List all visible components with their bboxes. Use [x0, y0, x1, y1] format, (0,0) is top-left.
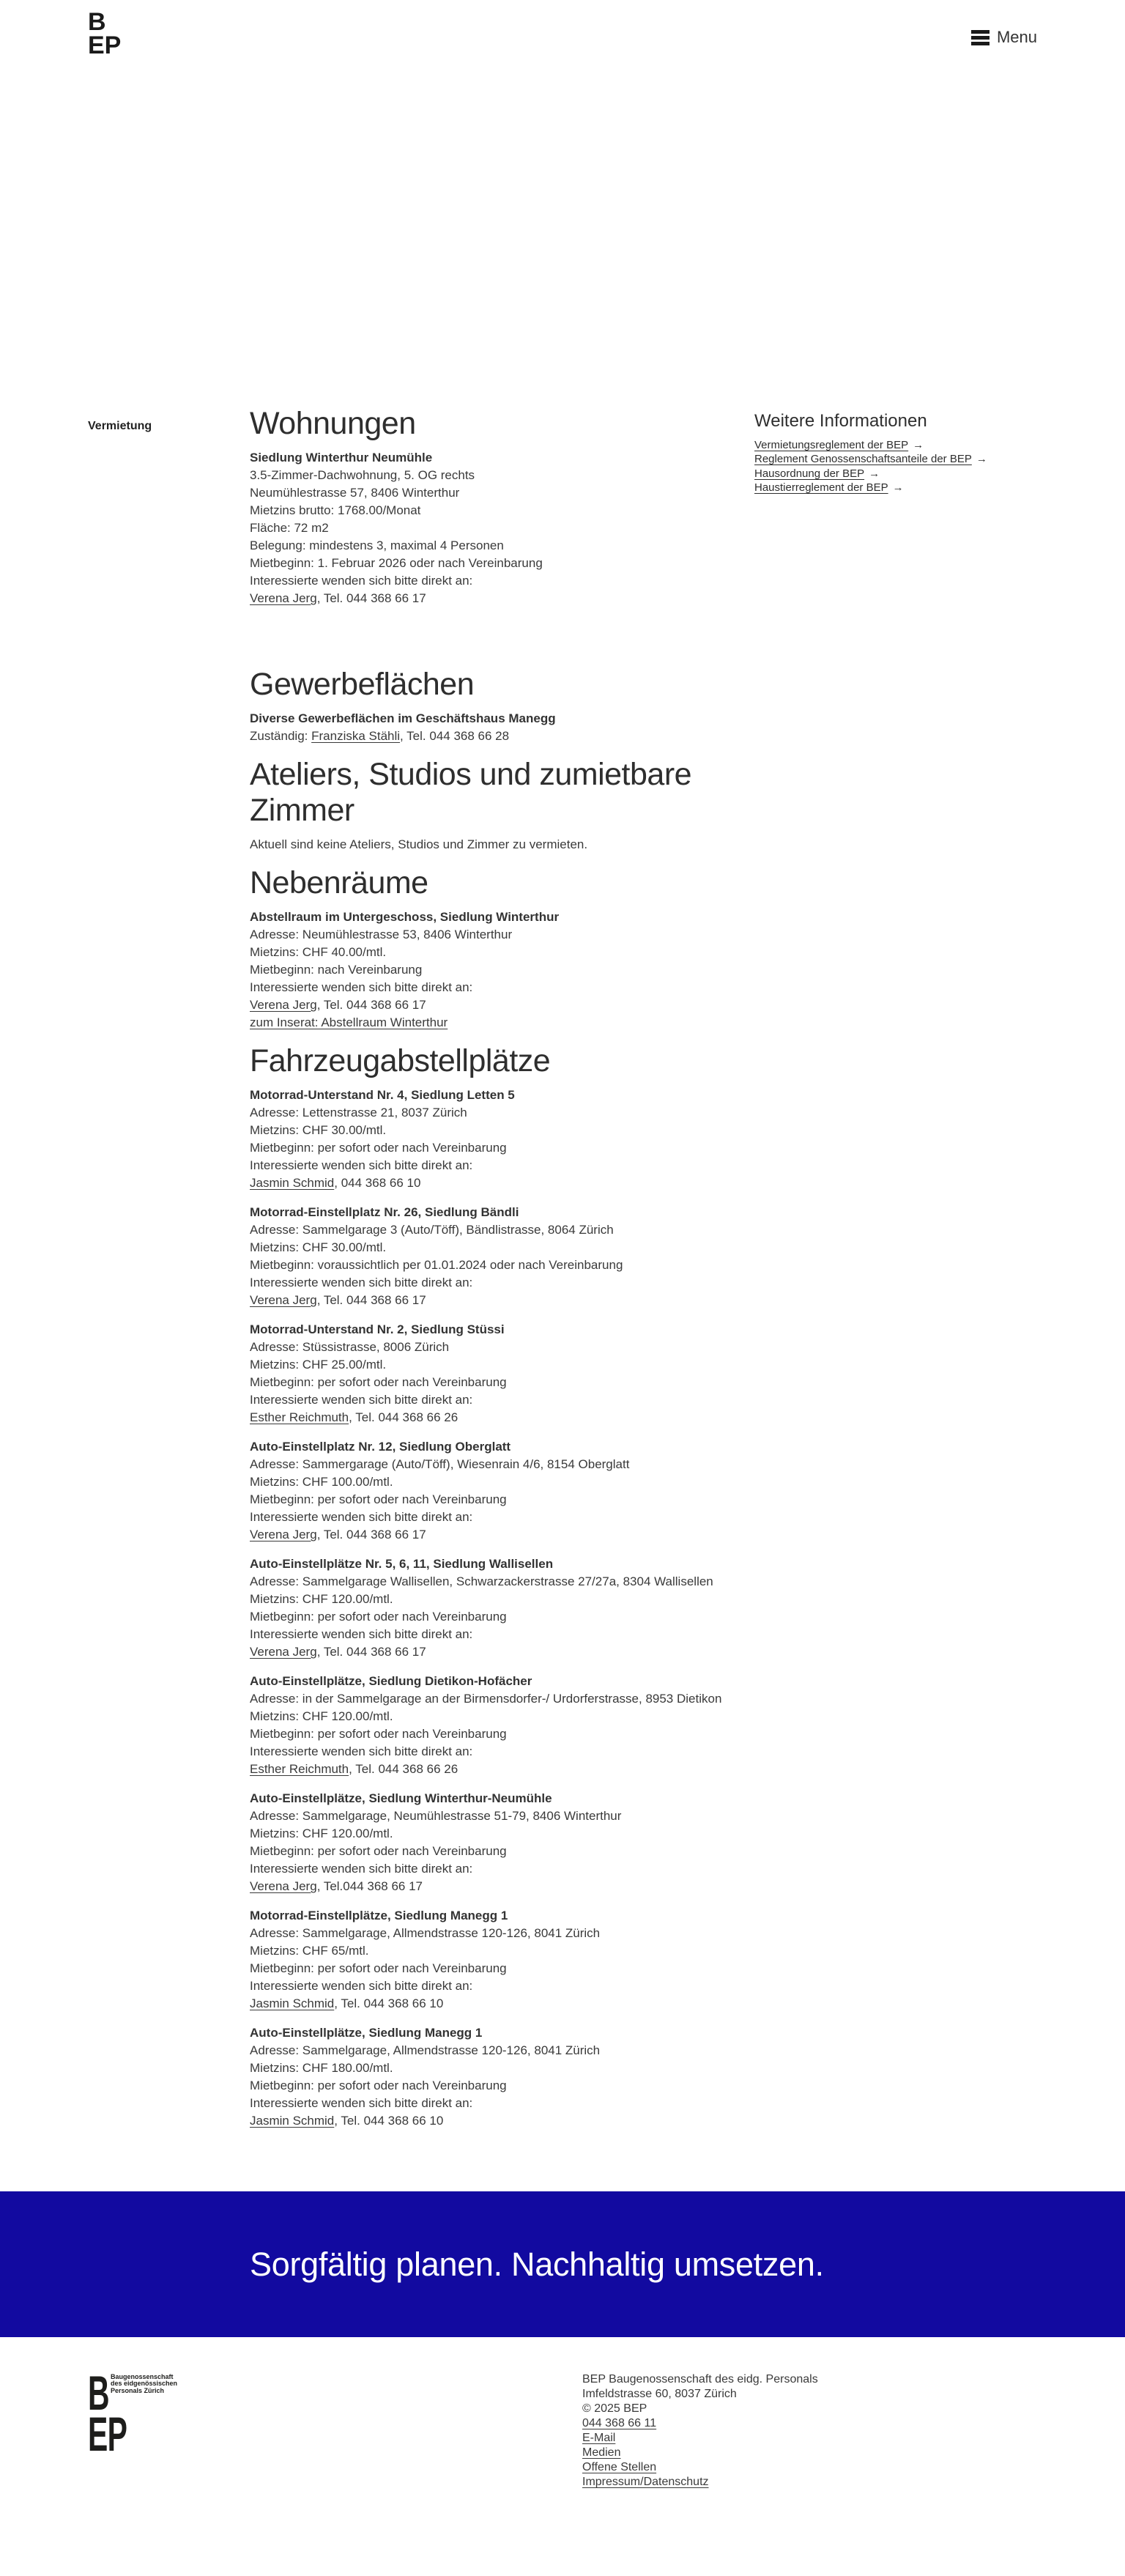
- contact-person-link[interactable]: Verena Jerg: [250, 998, 317, 1012]
- listing-line: Adresse: Stüssistrasse, 8006 Zürich: [250, 1340, 450, 1354]
- listing-contact-line: [250, 728, 740, 745]
- menu-label: Menu: [996, 28, 1037, 46]
- page-header: [0, 0, 1125, 63]
- listing-line: Mietbeginn: per sofort oder nach Vereinbarung: [250, 1844, 507, 1858]
- listing-line: Interessierte wenden sich bitte direkt an:: [250, 1393, 473, 1407]
- section-ateliers: [250, 757, 740, 854]
- contact-phone: , Tel. 044 368 66 17: [316, 591, 426, 605]
- listing-line: Mietzins: CHF 40.00/mtl.: [250, 945, 387, 959]
- ateliers-empty-note: Aktuell sind keine Ateliers, Studios und Zimmer zu vermieten.: [250, 837, 588, 851]
- contact-phone: , Tel. 044 368 66 17: [316, 1645, 426, 1659]
- claim-banner-text: Sorgfältig planen. Nachhaltig umsetzen.: [250, 2245, 824, 2283]
- listing-line: Adresse: Lettenstrasse 21, 8037 Zürich: [250, 1106, 467, 1119]
- contact-person-link[interactable]: Jasmin Schmid: [250, 2114, 335, 2128]
- contact-person-link[interactable]: Verena Jerg: [250, 1528, 317, 1541]
- bep-logo-line1: B: [88, 8, 106, 36]
- listing-line: Mietbeginn: voraussichtlich per 01.01.2024 oder nach Vereinbarung: [250, 1258, 623, 1272]
- listing-title: Auto-Einstellplätze, Siedlung Winterthur-Neumühle: [250, 1791, 552, 1805]
- listing-line: Mietbeginn: per sofort oder nach Vereinbarung: [250, 1961, 507, 1975]
- listing-line: Interessierte wenden sich bitte direkt an:: [250, 574, 473, 588]
- listing-line: Interessierte wenden sich bitte direkt an:: [250, 1276, 473, 1289]
- listing-line: Belegung: mindestens 3, maximal 4 Personen: [250, 538, 504, 552]
- footer-copyright: © 2025 BEP: [582, 2402, 647, 2415]
- listing: [250, 2024, 740, 2130]
- listing-line: Mietzins: CHF 120.00/mtl.: [250, 1826, 393, 1840]
- listing-line: Interessierte wenden sich bitte direkt an:: [250, 1510, 473, 1524]
- listing-contact-line: [250, 1761, 740, 1778]
- listing-contact-line: [250, 2112, 740, 2130]
- contact-phone: , Tel. 044 368 66 28: [400, 729, 510, 743]
- footer-impressum-link[interactable]: Impressum/Datenschutz: [582, 2476, 709, 2488]
- listing: [250, 1087, 740, 1192]
- listing-contact-line: [250, 1292, 740, 1309]
- nebenraeume-listings: [250, 908, 740, 1032]
- arrow-right-icon: →: [976, 453, 987, 466]
- footer-address: Imfeldstrasse 60, 8037 Zürich: [582, 2388, 737, 2400]
- listing-title: Motorrad-Unterstand Nr. 4, Siedlung Letten 5: [250, 1088, 515, 1102]
- listing-line: Interessierte wenden sich bitte direkt an:: [250, 980, 473, 994]
- arrow-right-icon: →: [913, 439, 924, 451]
- listing: [250, 1438, 740, 1544]
- listing-line: Mietzins brutto: 1768.00/Monat: [250, 503, 421, 517]
- contact-person-link[interactable]: Esther Reichmuth: [250, 1410, 349, 1424]
- listing-line: Adresse: Sammelgarage Wallisellen, Schwarzackerstrasse 27/27a, 8304 Wallisellen: [250, 1574, 713, 1588]
- listing-contact-line: [250, 1409, 740, 1426]
- listing-line: Mietzins: CHF 120.00/mtl.: [250, 1709, 393, 1723]
- contact-prefix: Zuständig:: [250, 729, 312, 743]
- claim-banner: [0, 2191, 1125, 2337]
- listing-contact-line: [250, 1995, 740, 2013]
- listing-title: Auto-Einstellplätze, Siedlung Manegg 1: [250, 2026, 483, 2040]
- listing-line: Adresse: Neumühlestrasse 53, 8406 Winterthur: [250, 928, 513, 941]
- footer-email-link[interactable]: E-Mail: [582, 2432, 616, 2444]
- contact-phone: , Tel. 044 368 66 10: [334, 2114, 444, 2128]
- listing-line: Mietzins: CHF 100.00/mtl.: [250, 1475, 393, 1489]
- fahrzeugabstellplaetze-listings: [250, 1087, 740, 2130]
- hamburger-icon: [971, 30, 990, 45]
- contact-person-link[interactable]: Verena Jerg: [250, 1645, 317, 1659]
- section-fahrzeugabstellplaetze: [250, 1043, 740, 2130]
- footer-phone-link[interactable]: 044 368 66 11: [582, 2417, 657, 2429]
- section-title-fahrzeugabstellplaetze: Fahrzeugabstellplätze: [250, 1043, 551, 1078]
- listing-line: Mietbeginn: 1. Februar 2026 oder nach Vereinbarung: [250, 556, 543, 570]
- bep-logo[interactable]: [88, 10, 121, 57]
- listing-line: Mietbeginn: nach Vereinbarung: [250, 963, 423, 977]
- info-link[interactable]: Reglement Genossenschaftsanteile der BEP: [754, 453, 972, 466]
- footer-logo-tagline: [111, 2374, 184, 2394]
- listing-title: Abstellraum im Untergeschoss, Siedlung Winterthur: [250, 910, 560, 924]
- listing-title: Auto-Einstellplatz Nr. 12, Siedlung Oberglatt: [250, 1440, 511, 1454]
- listing-line: Mietbeginn: per sofort oder nach Vereinbarung: [250, 1492, 507, 1506]
- listing-line: Mietbeginn: per sofort oder nach Vereinbarung: [250, 2079, 507, 2092]
- listing-line: Mietzins: CHF 30.00/mtl.: [250, 1240, 387, 1254]
- listing-line: Neumühlestrasse 57, 8406 Winterthur: [250, 486, 460, 500]
- page-label: Vermietung: [88, 420, 152, 432]
- listing-line: Adresse: Sammergarage (Auto/Töff), Wiesenrain 4/6, 8154 Oberglatt: [250, 1457, 630, 1471]
- contact-person-link[interactable]: Esther Reichmuth: [250, 1762, 349, 1776]
- listing-line: Mietzins: CHF 180.00/mtl.: [250, 2061, 393, 2075]
- footer-org-name: BEP Baugenossenschaft des eidg. Personals: [582, 2373, 818, 2386]
- contact-phone: , Tel. 044 368 66 17: [316, 1293, 426, 1307]
- menu-button[interactable]: [971, 28, 1037, 47]
- weitere-informationen-aside: [740, 406, 1037, 2142]
- gewerbeflaechen-listings: [250, 710, 740, 745]
- page-footer: [0, 2337, 1125, 2571]
- listing-line: Interessierte wenden sich bitte direkt an:: [250, 1627, 473, 1641]
- arrow-right-icon: →: [869, 467, 880, 480]
- listing-line: Interessierte wenden sich bitte direkt an:: [250, 1862, 473, 1876]
- listing-contact-line: [250, 590, 740, 607]
- bep-logo-line2: EP: [88, 32, 122, 59]
- listing: [250, 710, 740, 745]
- listing: [250, 1673, 740, 1778]
- section-gewerbeflaechen: [250, 667, 740, 745]
- listing-title: Motorrad-Einstellplätze, Siedlung Manegg 1: [250, 1909, 508, 1922]
- info-link-row: [754, 467, 1037, 481]
- contact-phone: , Tel. 044 368 66 17: [316, 998, 426, 1012]
- footer-offene-stellen-row: [582, 2460, 818, 2475]
- section-wohnungen: [250, 406, 740, 607]
- listing: [250, 1204, 740, 1309]
- contact-person-link[interactable]: Jasmin Schmid: [250, 1176, 335, 1190]
- section-nebenraeume: [250, 865, 740, 1032]
- contact-person-link[interactable]: Franziska Stähli: [311, 729, 401, 743]
- listing: [250, 1907, 740, 2013]
- contact-person-link[interactable]: Verena Jerg: [250, 1879, 317, 1893]
- contact-phone: , 044 368 66 10: [334, 1176, 421, 1190]
- listing: [250, 908, 740, 1032]
- listing-contact-line: [250, 996, 740, 1014]
- section-title-nebenraeume: Nebenräume: [250, 865, 428, 900]
- footer-tagline-line3: Personals Zürich: [111, 2386, 165, 2394]
- listing: [250, 1790, 740, 1895]
- aside-links: [754, 438, 1037, 495]
- contact-phone: , Tel.044 368 66 17: [316, 1879, 423, 1893]
- listing-line: Interessierte wenden sich bitte direkt an:: [250, 2096, 473, 2110]
- footer-impressum-row: [582, 2475, 818, 2490]
- listing-line: Adresse: Sammelgarage, Allmendstrasse 120-126, 8041 Zürich: [250, 2043, 601, 2057]
- listing-contact-line: [250, 1526, 740, 1544]
- listing-line: Mietzins: CHF 30.00/mtl.: [250, 1123, 387, 1137]
- contact-phone: , Tel. 044 368 66 26: [349, 1410, 458, 1424]
- listing-line: Mietbeginn: per sofort oder nach Vereinbarung: [250, 1610, 507, 1624]
- info-link[interactable]: Haustierreglement der BEP: [754, 481, 888, 495]
- listing-line: Adresse: Sammelgarage, Allmendstrasse 120-126, 8041 Zürich: [250, 1926, 601, 1940]
- contact-person-link[interactable]: Verena Jerg: [250, 591, 317, 605]
- listing-line: Interessierte wenden sich bitte direkt an:: [250, 1744, 473, 1758]
- arrow-right-icon: →: [892, 481, 904, 495]
- listing-inserat-line: [250, 1014, 740, 1032]
- listing-contact-line: [250, 1643, 740, 1661]
- info-link-row: [754, 481, 1037, 495]
- listing: [250, 1555, 740, 1661]
- footer-medien-link[interactable]: Medien: [582, 2446, 621, 2459]
- info-link-row: [754, 438, 1037, 452]
- listing-line: Mietbeginn: per sofort oder nach Vereinbarung: [250, 1375, 507, 1389]
- footer-email-row: [582, 2431, 818, 2446]
- inserat-link[interactable]: zum Inserat: Abstellraum Winterthur: [250, 1015, 448, 1029]
- listing-line: Mietzins: CHF 25.00/mtl.: [250, 1358, 387, 1372]
- listing-title: Motorrad-Einstellplatz Nr. 26, Siedlung Bändli: [250, 1205, 519, 1219]
- contact-person-link[interactable]: Verena Jerg: [250, 1293, 317, 1307]
- listing-title: Auto-Einstellplätze, Siedlung Dietikon-Hofächer: [250, 1674, 532, 1688]
- listing-line: Adresse: Sammelgarage, Neumühlestrasse 51-79, 8406 Winterthur: [250, 1809, 622, 1823]
- section-title-ateliers: Ateliers, Studios und zumietbare Zimmer: [250, 757, 692, 828]
- footer-logo-line2: EP: [88, 2407, 127, 2461]
- contact-person-link[interactable]: Jasmin Schmid: [250, 1996, 335, 2010]
- wohnungen-listings: [250, 449, 740, 607]
- main-content: [0, 406, 1125, 2142]
- listing-title: Auto-Einstellplätze Nr. 5, 6, 11, Siedlung Wallisellen: [250, 1557, 554, 1571]
- listing-line: Mietbeginn: per sofort oder nach Vereinbarung: [250, 1141, 507, 1155]
- footer-offene-stellen-link[interactable]: Offene Stellen: [582, 2461, 657, 2473]
- section-title-wohnungen: Wohnungen: [250, 406, 416, 441]
- listing-title: Diverse Gewerbeflächen im Geschäftshaus Manegg: [250, 711, 556, 725]
- listing-line: Mietbeginn: per sofort oder nach Vereinbarung: [250, 1727, 507, 1741]
- listing-line: Fläche: 72 m2: [250, 521, 329, 535]
- listings-column: [250, 406, 740, 2142]
- footer-tagline-line2: des eidgenössischen: [111, 2380, 178, 2388]
- info-link[interactable]: Hausordnung der BEP: [754, 467, 865, 480]
- listing-line: Interessierte wenden sich bitte direkt an:: [250, 1158, 473, 1172]
- footer-info: [582, 2372, 818, 2490]
- listing-contact-line: [250, 1174, 740, 1192]
- contact-phone: , Tel. 044 368 66 10: [334, 1996, 444, 2010]
- listing-contact-line: [250, 1878, 740, 1895]
- footer-medien-row: [582, 2446, 818, 2460]
- listing-line: Mietzins: CHF 120.00/mtl.: [250, 1592, 393, 1606]
- listing: [250, 449, 740, 607]
- listing-line: Interessierte wenden sich bitte direkt an:: [250, 1979, 473, 1993]
- contact-phone: , Tel. 044 368 66 17: [316, 1528, 426, 1541]
- contact-phone: , Tel. 044 368 66 26: [349, 1762, 458, 1776]
- info-link[interactable]: Vermietungsreglement der BEP: [754, 439, 909, 451]
- footer-phone-row: [582, 2416, 818, 2431]
- section-title-gewerbeflaechen: Gewerbeflächen: [250, 667, 475, 702]
- footer-tagline-line1: Baugenossenschaft: [111, 2373, 174, 2380]
- listing-line: Adresse: Sammelgarage 3 (Auto/Töff), Bändlistrasse, 8064 Zürich: [250, 1223, 614, 1237]
- listing-title: Siedlung Winterthur Neumühle: [250, 451, 433, 465]
- aside-title: Weitere Informationen: [754, 411, 927, 431]
- listing-line: Adresse: in der Sammelgarage an der Birmensdorfer-/ Urdorferstrasse, 8953 Dietikon: [250, 1692, 722, 1706]
- listing-line: 3.5-Zimmer-Dachwohnung, 5. OG rechts: [250, 468, 475, 482]
- footer-logo[interactable]: [88, 2366, 278, 2461]
- footer-logo-line1: B: [88, 2366, 109, 2420]
- listing-title: Motorrad-Unterstand Nr. 2, Siedlung Stüssi: [250, 1322, 505, 1336]
- listing: [250, 1321, 740, 1426]
- listing-line: Mietzins: CHF 65/mtl.: [250, 1944, 369, 1958]
- info-link-row: [754, 452, 1037, 466]
